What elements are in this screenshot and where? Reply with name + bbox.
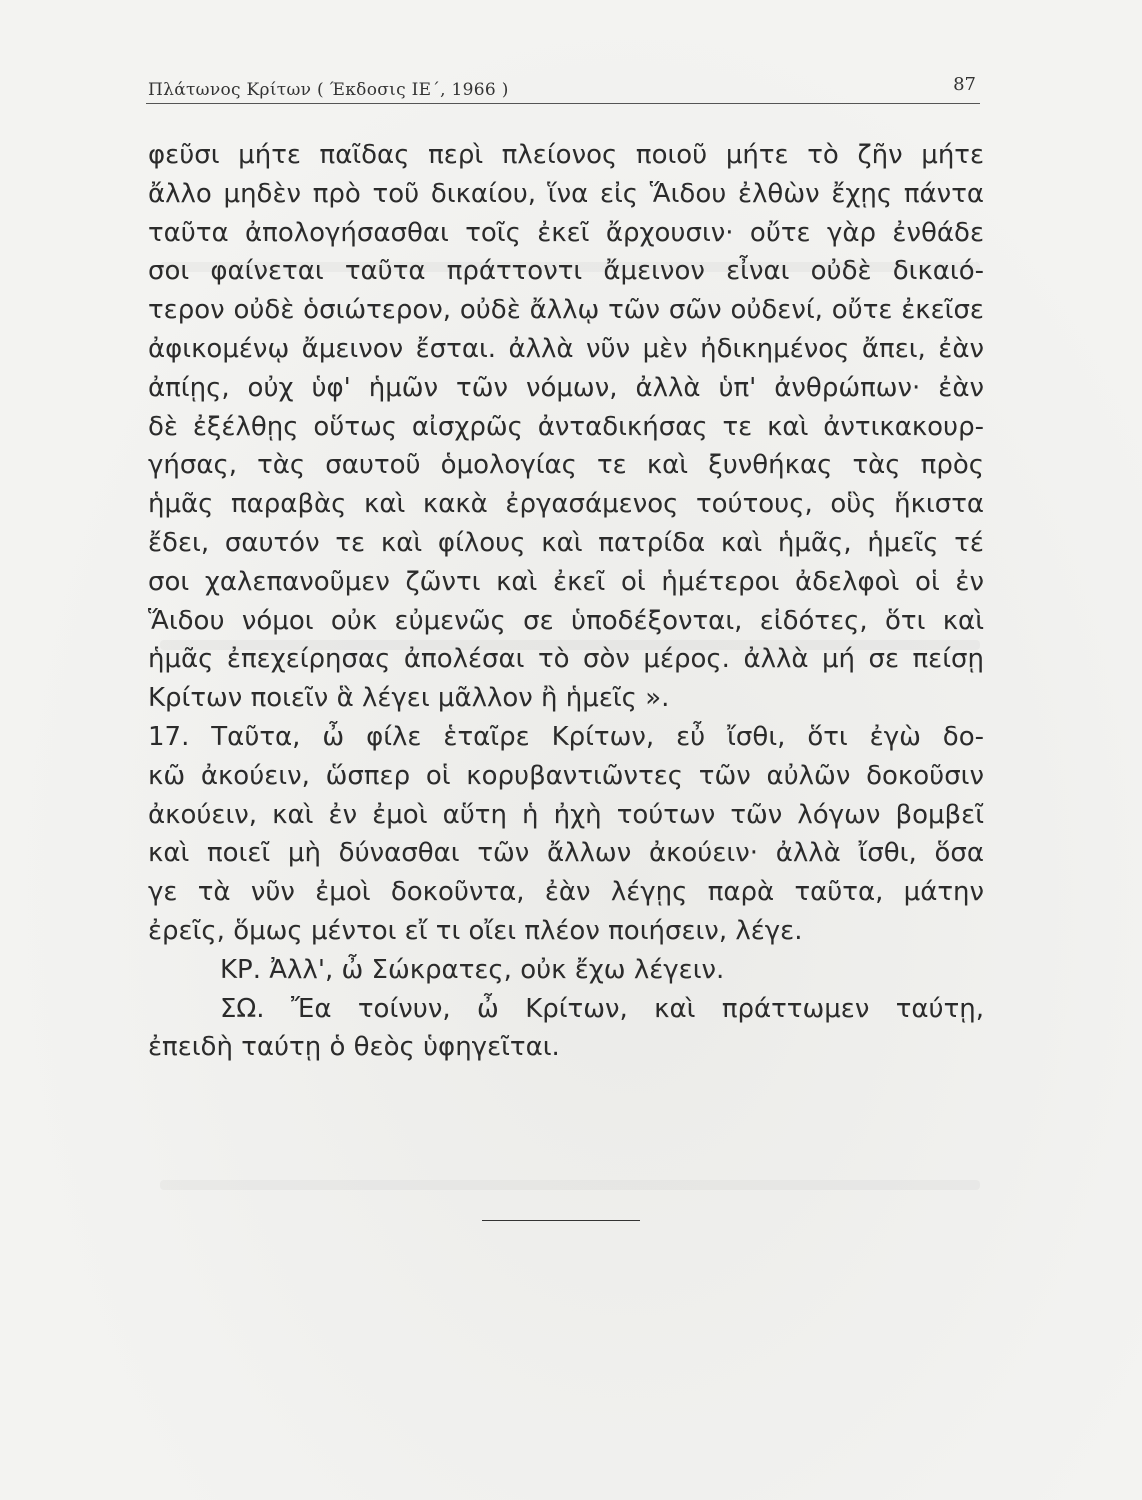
- text-line: σοι χαλεπανοῦμεν ζῶντι καὶ ἐκεῖ οἱ ἡμέτεροι ἀδελφοὶ οἱ ἐν: [148, 566, 984, 597]
- dialogue-kriton: ΚΡ. Ἀλλ', ὦ Σώκρατες, οὐκ ἔχω λέγειν.: [220, 954, 725, 985]
- header-rule: [146, 103, 980, 104]
- text-line: ἡμᾶς παραβὰς καὶ κακὰ ἐργασάμενος τούτους, οὓς ἥκιστα: [148, 489, 984, 520]
- text-line: κῶ ἀκούειν, ὥσπερ οἱ κορυβαντιῶντες τῶν αὐλῶν δοκοῦσιν: [148, 760, 984, 791]
- text-line: φεῦσι μήτε παῖδας περὶ πλείονος ποιοῦ μήτε τὸ ζῆν μήτε: [148, 140, 984, 170]
- bleed-through-shadow: [160, 1180, 980, 1190]
- text-line: καὶ ποιεῖ μὴ δύνασθαι τῶν ἄλλων ἀκούειν· ἀλλὰ ἴσθι, ὅσα: [148, 838, 984, 869]
- text-line: ἄλλο μηδὲν πρὸ τοῦ δικαίου, ἵνα εἰς Ἅιδου ἐλθὼν ἔχῃς πάντα: [148, 178, 984, 209]
- page-number: 87: [953, 74, 976, 95]
- text-line: δὲ ἐξέλθῃς οὕτως αἰσχρῶς ἀνταδικήσας τε καὶ ἀντικακουρ-: [148, 411, 984, 442]
- text-line: ἐπειδὴ ταύτῃ ὁ θεὸς ὑφηγεῖται.: [148, 1032, 560, 1063]
- body-text: [148, 136, 984, 1067]
- text-line: τερον οὐδὲ ὁσιώτερον, οὐδὲ ἄλλῳ τῶν σῶν οὐδενί, οὔτε ἐκεῖσε: [148, 295, 984, 326]
- text-line: ἀκούειν, καὶ ἐν ἐμοὶ αὕτη ἡ ἠχὴ τούτων τῶν λόγων βομβεῖ: [148, 799, 984, 830]
- text-line: Κρίτων ποιεῖν ἃ λέγει μᾶλλον ἢ ἡμεῖς ».: [148, 683, 670, 714]
- text-line: Ἅιδου νόμοι οὐκ εὐμενῶς σε ὑποδέξονται, εἰδότες, ὅτι καὶ: [148, 605, 984, 636]
- text-line: ἐρεῖς, ὅμως μέντοι εἴ τι οἴει πλέον ποιήσειν, λέγε.: [148, 915, 803, 946]
- text-line: ἀφικομένῳ ἄμεινον ἔσται. ἀλλὰ νῦν μὲν ἠδικημένος ἄπει, ἐὰν: [148, 333, 984, 364]
- text-line: γήσας, τὰς σαυτοῦ ὁμολογίας τε καὶ ξυνθήκας τὰς πρὸς: [148, 450, 984, 481]
- end-rule: [482, 1220, 640, 1221]
- dialogue-sokrates: ΣΩ. Ἔα τοίνυν, ὦ Κρίτων, καὶ πράττωμεν ταύτῃ,: [220, 993, 984, 1024]
- section-17-start: 17. Ταῦτα, ὦ φίλε ἑταῖρε Κρίτων, εὖ ἴσθι, ὅτι ἐγὼ δο-: [148, 721, 984, 752]
- text-line: σοι φαίνεται ταῦτα πράττοντι ἄμεινον εἶναι οὐδὲ δικαιό-: [148, 256, 984, 287]
- page-header: [148, 74, 978, 104]
- text-line: γε τὰ νῦν ἐμοὶ δοκοῦντα, ἐὰν λέγῃς παρὰ ταῦτα, μάτην: [148, 877, 984, 908]
- running-title: Πλάτωνος Κρίτων ( Έκδοσις ΙΕ΄, 1966 ): [148, 80, 509, 100]
- text-line: ἡμᾶς ἐπεχείρησας ἀπολέσαι τὸ σὸν μέρος. ἀλλὰ μή σε πείσῃ: [148, 644, 984, 675]
- text-line: ἀπίῃς, οὐχ ὑφ' ἡμῶν τῶν νόμων, ἀλλὰ ὑπ' ἀνθρώπων· ἐὰν: [148, 372, 984, 403]
- text-line: ἔδει, σαυτόν τε καὶ φίλους καὶ πατρίδα καὶ ἡμᾶς, ἡμεῖς τέ: [148, 527, 984, 558]
- text-line: ταῦτα ἀπολογήσασθαι τοῖς ἐκεῖ ἄρχουσιν· οὔτε γὰρ ἐνθάδε: [148, 217, 984, 248]
